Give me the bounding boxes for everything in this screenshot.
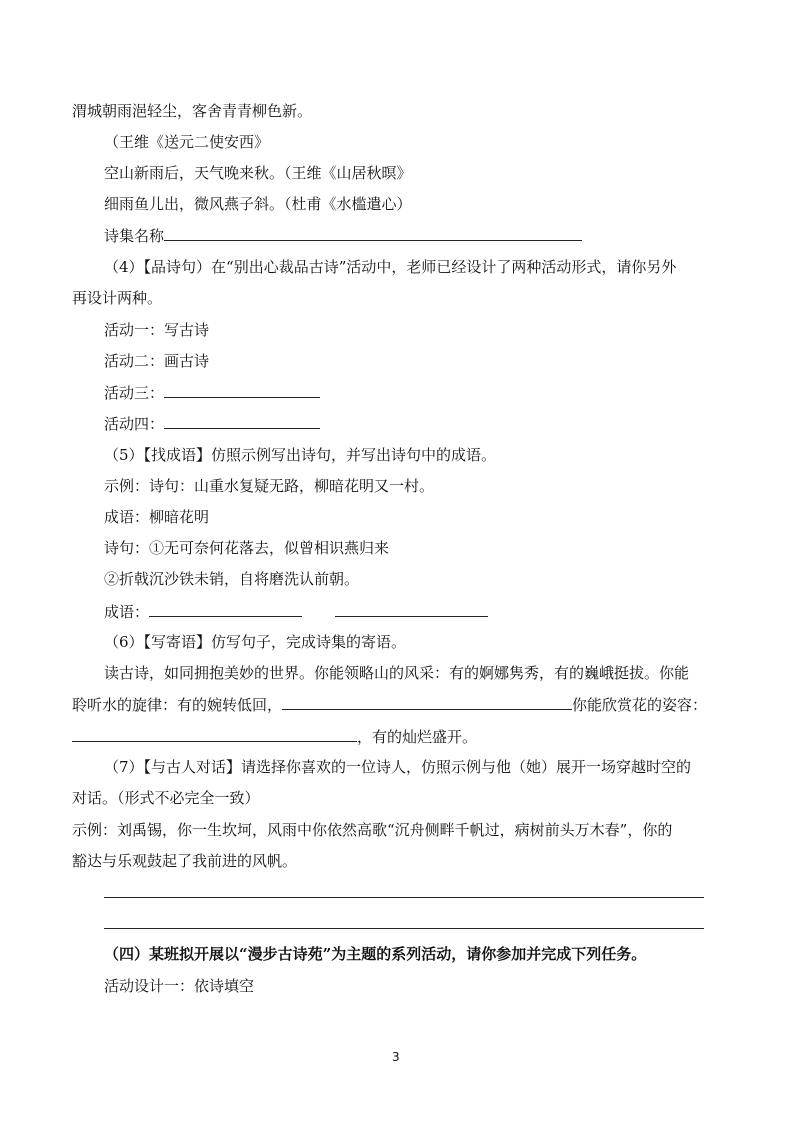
example-verse: 示例：诗句：山重水复疑无路，柳暗花明又一村。 xyxy=(104,477,435,495)
activity-1: 活动一：写古诗 xyxy=(104,321,210,339)
activity-3-row xyxy=(104,382,320,403)
verse-2: ②折戟沉沙铁未销，自将磨洗认前朝。 xyxy=(104,570,360,588)
question-5: （5）【找成语】仿照示例写出诗句，并写出诗句中的成语。 xyxy=(104,446,497,464)
activity-3-label: 活动三： xyxy=(104,384,165,402)
activity-4-blank[interactable] xyxy=(164,413,320,429)
message-line-1: 读古诗，如同拥抱美妙的世界。你能领略山的风采：有的婀娜隽秀，有的巍峨挺拔。你能 xyxy=(104,664,690,682)
question-7: （7）【与古人对话】请选择你喜欢的一位诗人，仿照示例与他（她）展开一场穿越时空的 xyxy=(104,758,692,776)
activity-2: 活动二：画古诗 xyxy=(104,352,210,370)
example-idiom: 成语：柳暗花明 xyxy=(104,508,210,526)
page-number: 3 xyxy=(392,1050,400,1064)
collection-name-label: 诗集名称 xyxy=(104,227,165,245)
question-7-cont: 对话。（形式不必完全一致） xyxy=(72,789,260,807)
idiom-blank-1[interactable] xyxy=(149,601,302,617)
message-line-2 xyxy=(72,694,707,715)
message-flower-text: 你能欣赏花的姿容： xyxy=(572,696,708,714)
verse-1: 诗句：①无可奈何花落去，似曾相识燕归来 xyxy=(104,539,390,557)
section-4-heading: （四）某班拟开展以“漫步古诗苑”为主题的系列活动，请你参加并完成下列任务。 xyxy=(104,945,647,963)
collection-name-row xyxy=(104,225,582,246)
poem-line-1: 渭城朝雨浥轻尘，客舍青青柳色新。 xyxy=(72,102,313,120)
message-blank-2[interactable] xyxy=(72,726,357,742)
message-blank-1[interactable] xyxy=(282,694,572,710)
dialogue-example-cont: 豁达与乐观鼓起了我前进的风帆。 xyxy=(72,852,298,870)
dialogue-example: 示例：刘禹锡，你一生坎坷，风雨中你依然高歌“沉舟侧畔千帆过，病树前头万木春”，你的 xyxy=(72,821,673,839)
question-6: （6）【写寄语】仿写句子，完成诗集的寄语。 xyxy=(104,633,407,651)
activity-4-label: 活动四： xyxy=(104,415,165,433)
question-4-cont: 再设计两种。 xyxy=(72,289,163,307)
answer-line-2[interactable] xyxy=(104,928,704,929)
activity-design-1: 活动设计一：依诗填空 xyxy=(104,977,255,995)
poem-line-3: 细雨鱼儿出，微风燕子斜。（杜甫《水槛遣心） xyxy=(104,195,412,213)
poem-line-2: 空山新雨后，天气晚来秋。（王维《山居秋暝》 xyxy=(104,164,412,182)
message-end-text: ，有的灿烂盛开。 xyxy=(357,728,478,746)
question-4: （4）【品诗句）在“别出心裁品古诗”活动中，老师已经设计了两种活动形式，请你另外 xyxy=(104,258,677,276)
idiom-label: 成语： xyxy=(104,603,150,621)
answer-line-1[interactable] xyxy=(104,897,704,898)
idiom-answer-row xyxy=(104,601,488,622)
message-line-3 xyxy=(72,726,477,747)
collection-name-blank[interactable] xyxy=(164,225,582,241)
activity-4-row xyxy=(104,413,320,434)
poem-source-1: （王维《送元二使安西》 xyxy=(104,133,270,151)
message-water-text: 聆听水的旋律：有的婉转低回， xyxy=(72,696,283,714)
activity-3-blank[interactable] xyxy=(164,382,320,398)
idiom-blank-2[interactable] xyxy=(335,601,488,617)
